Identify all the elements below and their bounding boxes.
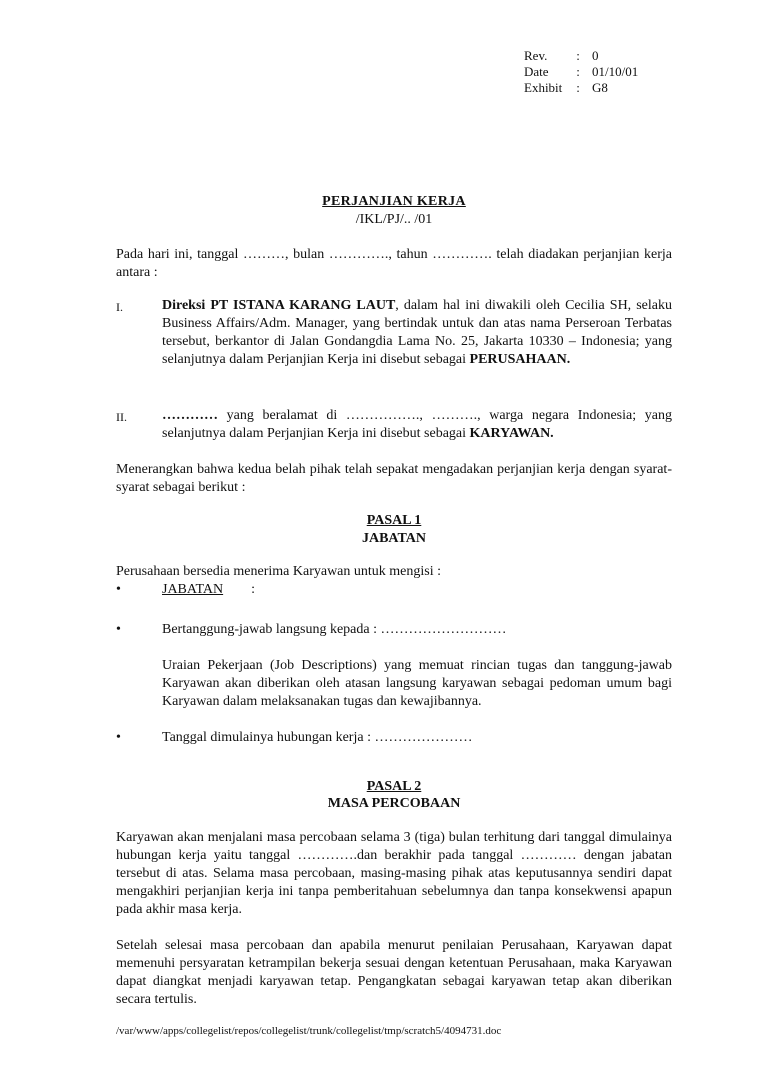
party-two-text: yang beralamat di ……………., ………., warga negara Indonesia; yang selanjutnya dalam Perjanjian Kerja ini disebut sebagai [162, 408, 672, 441]
rev-value: 0 [592, 48, 599, 63]
date-label: Date [524, 64, 549, 79]
party-two-name: ………… [162, 408, 218, 423]
party-one-text: , dalam hal ini diwakili oleh Cecilia SH, selaku Business Affairs/Adm. Manager, yang bertindak untuk dan atas nama Perseroan Terbatas tersebut, berkantor di Jalan Gondangdia Lama No. 25, Jakarta 10330 – Indonesia; yang selanjutnya dalam Perjanjian Kerja ini disebut sebagai [162, 298, 672, 367]
date-row [524, 64, 638, 80]
exhibit-label: Exhibit [524, 80, 563, 95]
jabatan-label: JABATAN [162, 582, 224, 597]
bullet-icon: • [116, 622, 121, 637]
jabatan-colon: : [251, 582, 255, 597]
document-title: PERJANJIAN KERJA [322, 194, 466, 209]
party-one-number: I. [116, 300, 123, 314]
party-one-role: PERUSAHAAN. [469, 352, 571, 367]
pasal-1-intro: Perusahaan bersedia menerima Karyawan untuk mengisi : [116, 564, 442, 579]
date-value: 01/10/01 [592, 64, 639, 79]
rev-colon: : [576, 48, 580, 63]
exhibit-row [524, 80, 638, 96]
responsible-line: Bertanggung-jawab langsung kepada : ……………………… [162, 622, 507, 637]
document-number: /IKL/PJ/.. /01 [355, 212, 433, 227]
pasal-1-title: JABATAN [361, 531, 427, 546]
pasal-1-heading: PASAL 1 [366, 513, 422, 528]
pasal-2-heading: PASAL 2 [366, 779, 422, 794]
date-colon: : [576, 64, 580, 79]
opening-paragraph: Pada hari ini, tanggal ………, bulan …………., tahun …………. telah diadakan perjanjian kerja antara : [116, 247, 672, 280]
party-two-paragraph [162, 407, 672, 443]
start-date-line: Tanggal dimulainya hubungan kerja : ………………… [162, 730, 473, 745]
party-one-paragraph [162, 297, 672, 369]
exhibit-colon: : [576, 80, 580, 95]
permanent-employment-paragraph: Setelah selesai masa percobaan dan apabila menurut penilaian Perusahaan, Karyawan dapat memenuhi persyaratan ketrampilan bekerja sesuai dengan ketentuan Perusahaan, maka Karyawan dapat diangkat menjadi karyawan tetap. Pengangkatan sebagai karyawan tetap akan diberikan secara tertulis. [116, 938, 672, 1007]
pasal-2-title: MASA PERCOBAAN [327, 796, 461, 811]
jabatan-line [162, 581, 672, 599]
agreement-intro: Menerangkan bahwa kedua belah pihak telah sepakat mengadakan perjanjian kerja dengan syarat-syarat sebagai berikut : [116, 462, 672, 495]
bullet-icon: • [116, 730, 121, 745]
party-one-name: Direksi PT ISTANA KARANG LAUT [162, 298, 396, 313]
file-path-footer: /var/www/apps/collegelist/repos/collegelist/trunk/collegelist/tmp/scratch5/4094731.doc [116, 1025, 502, 1037]
rev-label: Rev. [524, 48, 548, 63]
bullet-icon: • [116, 582, 121, 597]
party-two-number: II. [116, 410, 127, 424]
party-two-role: KARYAWAN. [469, 426, 554, 441]
revision-info [524, 48, 638, 96]
job-description-paragraph: Uraian Pekerjaan (Job Descriptions) yang memuat rincian tugas dan tanggung-jawab Karyawan akan diberikan oleh atasan langsung karyawan sebagai pedoman umum bagi Karyawan dalam melaksanakan tugas dan kewajibannya. [162, 658, 672, 709]
probation-paragraph: Karyawan akan menjalani masa percobaan selama 3 (tiga) bulan terhitung dari tanggal dimulainya hubungan kerja yaitu tanggal ………….dan berakhir pada tanggal ………… dengan jabatan tersebut di atas. Selama masa percobaan, masing-masing pihak atas keputusannya sendiri dapat mengakhiri perjanjian kerja ini tanpa pemberitahuan sebelumnya dan tanpa konsekwensi apapun pada akhir masa kerja. [116, 830, 672, 917]
exhibit-value: G8 [592, 80, 608, 95]
rev-row [524, 48, 638, 64]
